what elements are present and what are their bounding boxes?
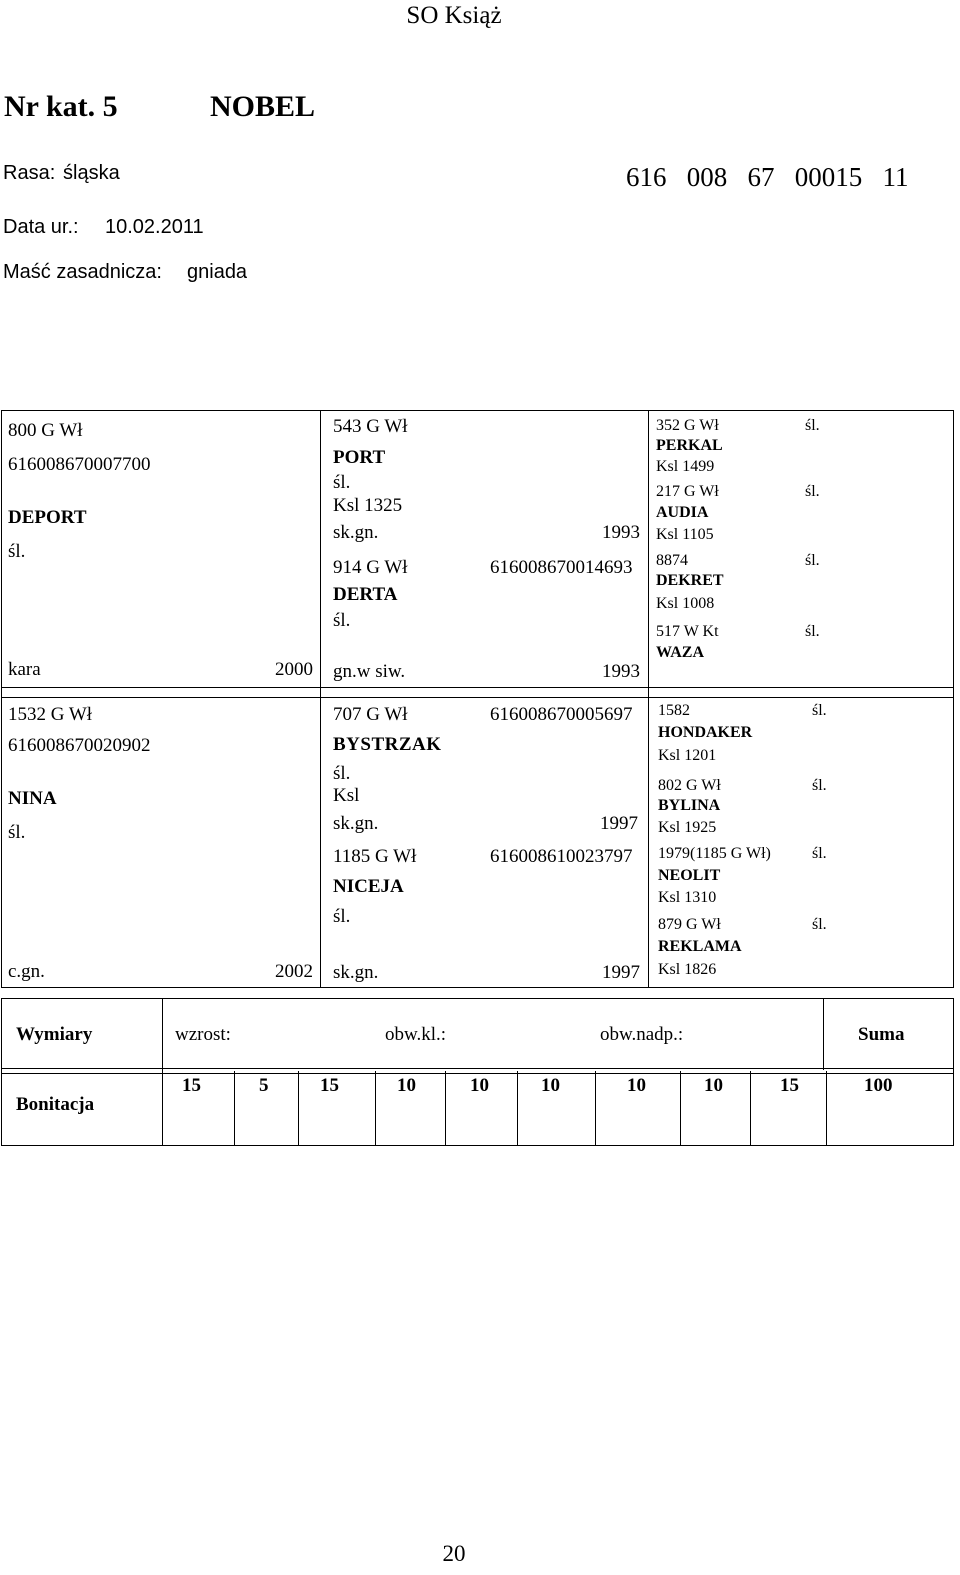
sire-dam-breed: śl. — [333, 610, 351, 631]
dam-sire-year: 1997 — [600, 813, 638, 834]
score-cell: 15 — [780, 1075, 799, 1096]
dam-sire-name: BYSTRZAK — [333, 734, 442, 755]
dam-breed: śl. — [8, 822, 26, 843]
score-divider — [750, 1071, 751, 1146]
dam-sire-ueln: 616008670005697 — [490, 704, 633, 725]
sire-color: kara — [8, 659, 41, 680]
sire-sire-reg: 543 G Wł — [333, 416, 408, 437]
score-divider — [234, 1071, 235, 1146]
scores-label-divider — [162, 998, 163, 1146]
gp-name: REKLAMA — [658, 938, 742, 955]
sire-sire-color: sk.gn. — [333, 522, 379, 543]
dam-dam-reg: 1185 G Wł — [333, 846, 417, 867]
dam-dam-ueln: 616008610023797 — [490, 846, 633, 867]
cannon-girth-label: obw.nadp.: — [600, 1024, 684, 1045]
dam-dam-color: sk.gn. — [333, 962, 379, 983]
sum-label: Suma — [858, 1024, 905, 1045]
sire-dam-name: DERTA — [333, 584, 398, 605]
pedigree-divider-2 — [1, 697, 954, 698]
dam-sire-color: sk.gn. — [333, 813, 379, 834]
gp-ksl: Ksl 1499 — [656, 458, 715, 475]
gp-name: NEOLIT — [658, 867, 721, 884]
gp-breed: śl. — [805, 623, 820, 640]
scores-table — [1, 998, 954, 1146]
score-divider — [445, 1071, 446, 1146]
gp-name: BYLINA — [658, 797, 721, 814]
color-label: Maść zasadnicza: — [3, 261, 162, 283]
score-divider — [595, 1071, 596, 1146]
sire-breed: śl. — [8, 541, 26, 562]
color-value: gniada — [187, 261, 248, 283]
gp-ksl: Ksl 1925 — [658, 819, 717, 836]
sum-divider-top — [823, 998, 824, 1070]
score-cell: 10 — [627, 1075, 646, 1096]
gp-breed: śl. — [812, 916, 827, 933]
gp-name: HONDAKER — [658, 724, 753, 741]
score-divider — [826, 1071, 827, 1146]
page-number: 20 — [442, 1541, 466, 1566]
gp-name: DEKRET — [656, 572, 724, 589]
scores-row-divider-2 — [1, 1073, 954, 1074]
gp-ksl: Ksl 1826 — [658, 961, 717, 978]
sire-sire-ksl: Ksl 1325 — [333, 495, 403, 516]
dam-name: NINA — [8, 788, 57, 809]
breed-value: śląska — [63, 162, 120, 184]
gp-breed: śl. — [812, 845, 827, 862]
horse-ueln: 616 008 67 00015 11 — [626, 162, 909, 192]
gp-ksl: Ksl 1201 — [658, 747, 717, 764]
gp-reg: 8874 — [656, 552, 688, 569]
score-cell: 10 — [541, 1075, 560, 1096]
dam-ueln: 616008670020902 — [8, 735, 151, 756]
dam-reg: 1532 G Wł — [8, 704, 93, 725]
sire-reg: 800 G Wł — [8, 420, 83, 441]
gp-reg: 217 G Wł — [656, 483, 719, 500]
dob-label: Data ur.: — [3, 216, 79, 238]
chest-girth-label: obw.kl.: — [385, 1024, 447, 1045]
dam-dam-year: 1997 — [602, 962, 640, 983]
col-divider-1 — [320, 410, 321, 988]
height-label: wzrost: — [175, 1024, 231, 1045]
grading-label: Bonitacja — [16, 1094, 95, 1115]
dam-color: c.gn. — [8, 961, 45, 982]
dam-sire-breed: śl. — [333, 763, 351, 784]
gp-breed: śl. — [812, 777, 827, 794]
score-cell: 10 — [470, 1075, 489, 1096]
gp-reg: 352 G Wł — [656, 417, 719, 434]
sire-dam-color: gn.w siw. — [333, 661, 406, 682]
gp-name: AUDIA — [656, 504, 709, 521]
sire-ueln: 616008670007700 — [8, 454, 151, 475]
score-divider — [298, 1071, 299, 1146]
gp-reg: 802 G Wł — [658, 777, 721, 794]
score-cell: 5 — [259, 1075, 269, 1096]
sire-sire-breed: śl. — [333, 472, 351, 493]
gp-ksl: Ksl 1310 — [658, 889, 717, 906]
sire-dam-year: 1993 — [602, 661, 640, 682]
dob-value: 10.02.2011 — [105, 216, 204, 238]
gp-reg: 1979(1185 G Wł) — [658, 845, 771, 862]
score-cell: 15 — [320, 1075, 339, 1096]
pedigree-divider — [1, 687, 954, 688]
dam-sire-ksl: Ksl — [333, 785, 360, 806]
stud-book-title: SO Książ — [406, 2, 502, 29]
gp-breed: śl. — [805, 417, 820, 434]
sire-sire-year: 1993 — [602, 522, 640, 543]
scores-row-divider-1 — [1, 1068, 954, 1069]
gp-reg: 1582 — [658, 702, 690, 719]
sire-year: 2000 — [275, 659, 313, 680]
score-divider — [375, 1071, 376, 1146]
dam-year: 2002 — [275, 961, 313, 982]
score-divider — [517, 1071, 518, 1146]
dam-dam-breed: śl. — [333, 906, 351, 927]
sire-dam-ueln: 616008670014693 — [490, 557, 633, 578]
catalog-number: Nr kat. 5 — [4, 90, 118, 123]
gp-name: WAZA — [656, 644, 705, 661]
score-total: 100 — [864, 1075, 893, 1096]
dam-sire-reg: 707 G Wł — [333, 704, 408, 725]
gp-reg: 517 W Kt — [656, 623, 719, 640]
score-cell: 10 — [704, 1075, 723, 1096]
gp-breed: śl. — [805, 552, 820, 569]
horse-name: NOBEL — [210, 90, 316, 123]
measurements-label: Wymiary — [16, 1024, 93, 1045]
sire-dam-reg: 914 G Wł — [333, 557, 408, 578]
gp-name: PERKAL — [656, 437, 723, 454]
gp-reg: 879 G Wł — [658, 916, 721, 933]
gp-breed: śl. — [812, 702, 827, 719]
gp-breed: śl. — [805, 483, 820, 500]
dam-dam-name: NICEJA — [333, 876, 404, 897]
score-cell: 15 — [182, 1075, 201, 1096]
gp-ksl: Ksl 1008 — [656, 595, 715, 612]
score-cell: 10 — [397, 1075, 416, 1096]
col-divider-2 — [648, 410, 649, 988]
breed-label: Rasa: — [3, 162, 56, 184]
score-divider — [680, 1071, 681, 1146]
sire-sire-name: PORT — [333, 447, 386, 468]
gp-ksl: Ksl 1105 — [656, 526, 714, 543]
sire-name: DEPORT — [8, 507, 87, 528]
